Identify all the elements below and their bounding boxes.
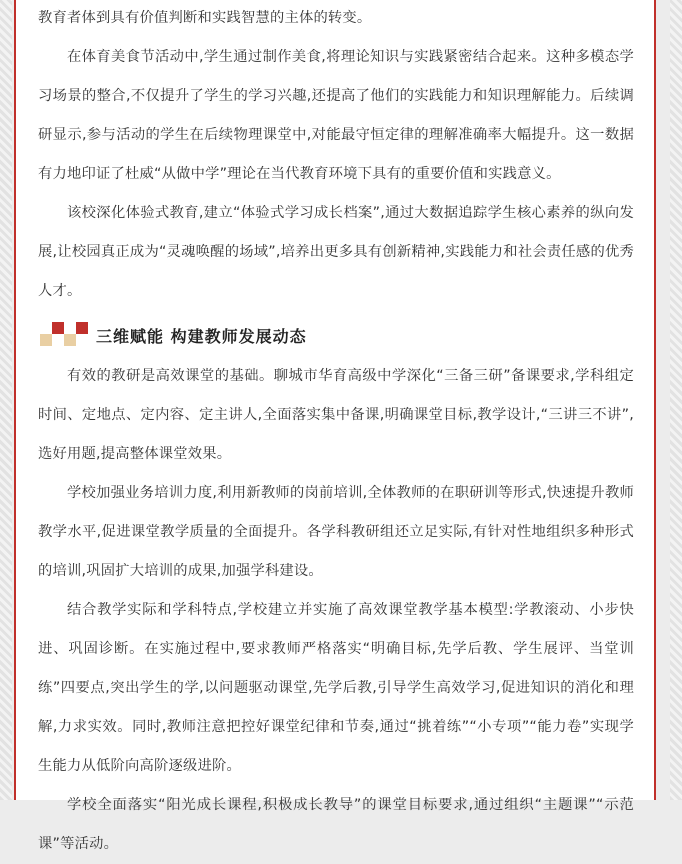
paragraph: 该校深化体验式教育,建立“体验式学习成长档案”,通过大数据追踪学生核心素养的纵向发展,让校园真正成为“灵魂唤醒的场域”,培养出更多具有创新精神,实践能力和社会责任感的优秀人才。 — [38, 205, 634, 299]
paragraph: 学校加强业务培训力度,利用新教师的岗前培训,全体教师的在职研训等形式,快速提升教师教学水平,促进课堂教学质量的全面提升。各学科教研组还立足实际,有针对性地组织多种形式的培训,巩固扩大培训的成果,加强学科建设。 — [38, 485, 634, 579]
paragraph: 在体育美食节活动中,学生通过制作美食,将理论知识与实践紧密结合起来。这种多模态学习场景的整合,不仅提升了学生的学习兴趣,还提高了他们的实践能力和知识理解能力。后续调研显示,参与活动的学生在后续物理课堂中,对能最守恒定律的理解准确率大幅提升。这一数据有力地印证了杜威“从做中学”理论在当代教育环境下具有的重要价值和实践意义。 — [38, 49, 634, 182]
section-title: 三维赋能 构建教师发展动态 — [96, 326, 307, 346]
left-border-pattern — [0, 0, 12, 800]
paragraph: 结合教学实际和学科特点,学校建立并实施了高效课堂教学基本模型:学教滚动、小步快进、巩固诊断。在实施过程中,要求教师严格落实“明确目标,先学后教、学生展评、当堂训练”四要点,突出学生的学,以问题驱动课堂,先学后教,引导学生高效学习,促进知识的消化和理解,力求实效。同时,教师注意把控好课堂纪律和节奏,通过“挑着练”“小专项”“能力卷”实现学生能力从低阶向高阶逐级进阶。 — [38, 602, 634, 774]
article-content — [38, 0, 634, 864]
section-heading — [38, 313, 634, 357]
right-border-pattern — [670, 0, 682, 800]
paragraph: 有效的教研是高效课堂的基础。聊城市华育高级中学深化“三备三研”备课要求,学科组定时间、定地点、定内容、定主讲人,全面落实集中备课,明确课堂目标,教学设计,“三讲三不讲”,选好用题,提高整体课堂效果。 — [38, 368, 634, 462]
article-body — [14, 0, 656, 852]
heading-decoration-icon — [38, 320, 90, 350]
paragraph: 教育者体到具有价值判断和实践智慧的主体的转变。 — [38, 10, 372, 26]
paragraph: 学校全面落实“阳光成长课程,积极成长教导”的课堂目标要求,通过组织“主题课”“示范课”等活动。 — [38, 797, 634, 852]
